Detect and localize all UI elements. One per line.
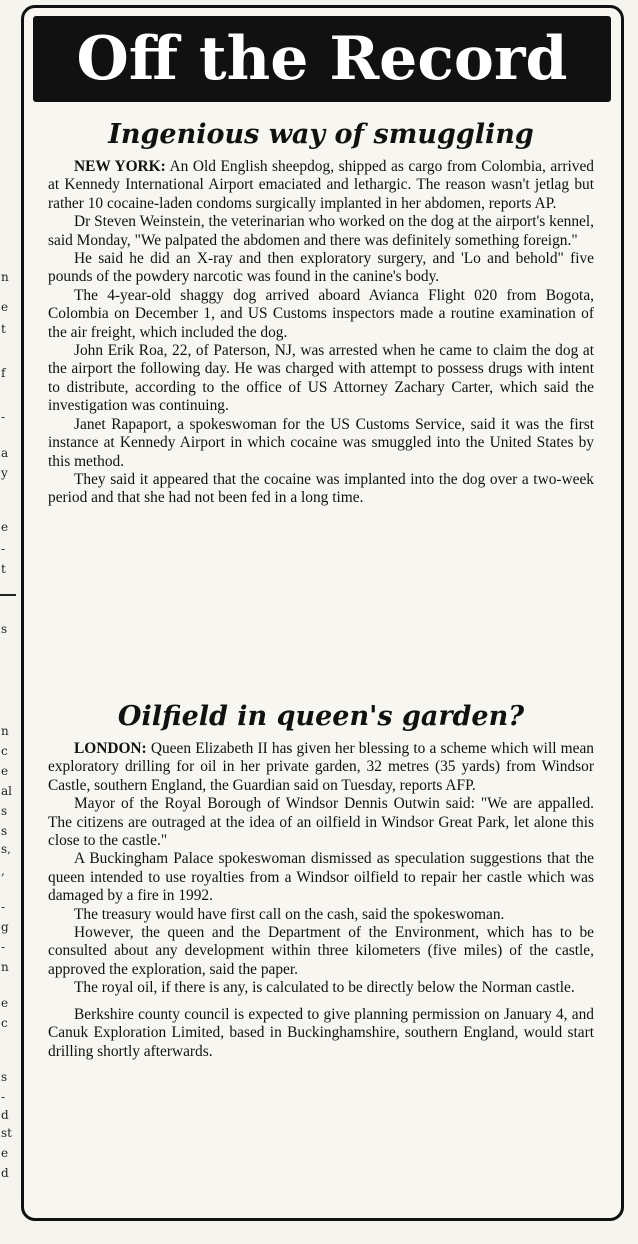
column-divider — [0, 594, 16, 596]
article-paragraph: Mayor of the Royal Borough of Windsor Dennis Outwin said: "We are appalled. The citizens are outraged at the idea of an oilfield in Windsor Great Park, let alone this close to the castle." — [48, 795, 594, 850]
margin-fragment: d — [1, 1166, 9, 1180]
margin-fragment: - — [1, 410, 6, 424]
margin-fragment: g — [1, 920, 9, 934]
margin-fragment: n — [1, 270, 9, 284]
margin-fragment: n — [1, 724, 9, 738]
article-paragraph: However, the queen and the Department of the Environment, which has to be consulted about any development within three kilometers (five miles) of the castle, approved the exploration, said the paper. — [48, 924, 594, 978]
margin-fragment: , — [1, 864, 5, 878]
margin-fragment: al — [1, 784, 12, 798]
margin-fragment: t — [1, 322, 6, 336]
article-paragraph — [48, 740, 594, 795]
margin-fragment: e — [1, 764, 9, 778]
dateline: LONDON: — [74, 740, 147, 757]
section-title: Off the Record — [76, 24, 568, 94]
article-smuggling — [48, 118, 594, 508]
section-banner — [33, 16, 611, 102]
adjacent-column-fragments — [0, 0, 14, 1244]
paragraph-text: An Old English sheepdog, shipped as cargo from Colombia, arrived at Kennedy International Airport emaciated and lethargic. The reason wasn't jetlag but rather 10 cocaine-laden condoms surgically implanted in her abdomen, reports AP. — [48, 158, 594, 212]
margin-fragment: s, — [1, 842, 11, 856]
margin-fragment: d — [1, 1108, 9, 1122]
margin-fragment: - — [1, 542, 6, 556]
margin-fragment: c — [1, 1016, 8, 1030]
dateline: NEW YORK: — [74, 158, 166, 175]
article-paragraph: He said he did an X-ray and then exploratory surgery, and 'Lo and behold" five pounds of the powdery narcotic was found in the canine's body. — [48, 250, 594, 286]
margin-fragment: s — [1, 824, 8, 838]
article-oilfield — [48, 700, 594, 1061]
article-paragraph — [48, 158, 594, 213]
article-paragraph: A Buckingham Palace spokeswoman dismissed as speculation suggestions that the queen intended to use royalties from a Windsor oilfield to repair her castle which was damaged by a fire in 1992. — [48, 850, 594, 905]
article-paragraph: The treasury would have first call on the cash, said the spokeswoman. — [74, 905, 505, 923]
margin-fragment: c — [1, 744, 8, 758]
margin-fragment: s — [1, 804, 8, 818]
margin-fragment: e — [1, 300, 9, 314]
paragraph-text: Queen Elizabeth II has given her blessing to a scheme which will mean exploratory drilling for oil in her private garden, 32 metres (35 yards) from Windsor Castle, southern England, the Guardian said on Tuesday, reports AFP. — [48, 740, 594, 794]
article-headline: Ingenious way of smuggling — [108, 119, 534, 150]
margin-fragment: st — [1, 1126, 12, 1140]
margin-fragment: - — [1, 940, 6, 954]
margin-fragment: - — [1, 1090, 6, 1104]
margin-fragment: a — [1, 446, 9, 460]
article-paragraph: John Erik Roa, 22, of Paterson, NJ, was arrested when he came to claim the dog at the airport the following day. He was charged with attempt to possess drugs with intent to distribute, according to the office of US Attorney Zachary Carter, which said the investigation was continuing. — [48, 342, 594, 415]
margin-fragment: f — [1, 366, 6, 380]
margin-fragment: - — [1, 900, 6, 914]
margin-fragment: y — [1, 466, 8, 480]
article-paragraph: The royal oil, if there is any, is calculated to be directly below the Norman castle. — [74, 979, 575, 997]
margin-fragment: s — [1, 622, 8, 636]
article-headline: Oilfield in queen's garden? — [117, 701, 525, 732]
margin-fragment: t — [1, 562, 6, 576]
article-paragraph: Janet Rapaport, a spokeswoman for the US Customs Service, said it was the first instance at Kennedy Airport in which cocaine was smuggled into the United States by this method. — [48, 415, 594, 470]
article-paragraph: The 4-year-old shaggy dog arrived aboard Avianca Flight 020 from Bogota, Colombia on December 1, and US Customs inspectors made a routine examination of the air freight, which included the dog. — [48, 286, 594, 341]
margin-fragment: n — [1, 960, 9, 974]
margin-fragment: e — [1, 1146, 9, 1160]
margin-fragment: e — [1, 996, 9, 1010]
article-paragraph: They said it appeared that the cocaine was implanted into the dog over a two-week period and that she had not been fed in a long time. — [48, 470, 594, 507]
article-paragraph: Dr Steven Weinstein, the veterinarian who worked on the dog at the airport's kennel, said Monday, "We palpated the abdomen and there was definitely something foreign." — [48, 213, 594, 249]
margin-fragment: s — [1, 1070, 8, 1084]
article-paragraph: Berkshire county council is expected to give planning permission on January 4, and Canuk Exploration Limited, based in Buckinghamshire, southern England, would start drilling shortly afterwards. — [48, 1005, 594, 1060]
margin-fragment: e — [1, 520, 9, 534]
